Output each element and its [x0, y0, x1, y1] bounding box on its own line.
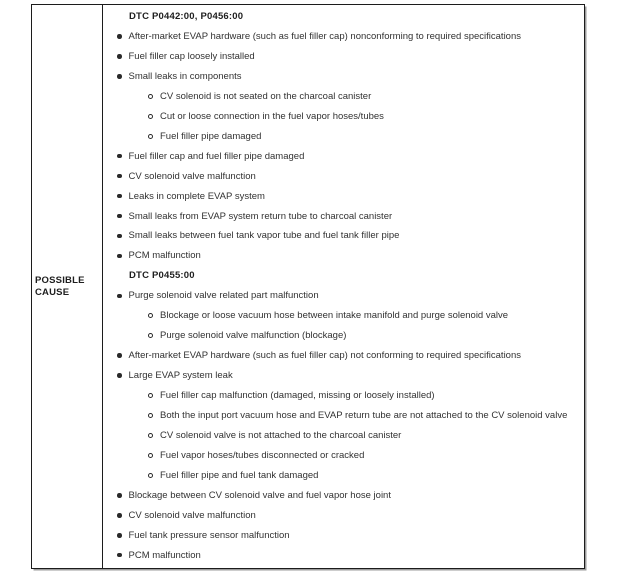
- cause-item: [103, 450, 580, 461]
- bullet-icon: [117, 54, 122, 59]
- dtc-heading: DTC P0455:00: [129, 270, 195, 282]
- cause-text: Fuel tank pressure sensor malfunction: [128, 529, 290, 541]
- circle-icon: [148, 94, 153, 99]
- cause-item: [103, 490, 580, 501]
- cause-item: [103, 510, 580, 521]
- cause-text: CV solenoid is not seated on the charcoal canister: [160, 90, 372, 102]
- cause-text: Blockage or loose vacuum hose between intake manifold and purge solenoid valve: [160, 310, 509, 322]
- circle-icon: [148, 453, 153, 458]
- bullet-icon: [117, 174, 122, 179]
- possible-cause-table: [31, 4, 585, 569]
- cause-item: [103, 71, 580, 82]
- dtc-heading: DTC P0442:00, P0456:00: [129, 11, 244, 22]
- bullet-icon: [117, 214, 122, 219]
- circle-icon: [148, 393, 153, 398]
- cause-text: Purge solenoid valve related part malfunction: [128, 290, 319, 302]
- cause-item: [103, 230, 580, 241]
- cause-item: [103, 550, 580, 561]
- cause-text: Fuel vapor hoses/tubes disconnected or cracked: [160, 449, 365, 461]
- circle-icon: [148, 413, 153, 418]
- cause-item: [103, 171, 580, 182]
- cause-item: [103, 211, 580, 222]
- cause-text: Small leaks in components: [128, 70, 242, 82]
- circle-icon: [148, 313, 153, 318]
- cause-text: Fuel filler cap loosely installed: [128, 50, 255, 62]
- cause-text: Purge solenoid valve malfunction (blockage): [160, 330, 347, 342]
- bullet-icon: [117, 194, 122, 199]
- cause-item: [103, 310, 580, 321]
- cause-item: [103, 31, 580, 42]
- cause-item: [103, 91, 580, 102]
- bullet-icon: [117, 254, 122, 259]
- cause-item: [103, 410, 580, 421]
- bullet-icon: [117, 373, 122, 378]
- cause-item: [103, 330, 580, 341]
- cause-list-cell: [103, 5, 584, 568]
- circle-icon: [148, 134, 153, 139]
- cause-text: Leaks in complete EVAP system: [128, 190, 265, 202]
- cause-item: [103, 250, 580, 261]
- row-header-possible-cause: POSSIBLE CAUSE: [35, 274, 85, 298]
- bullet-icon: [117, 34, 122, 39]
- cause-text: After-market EVAP hardware (such as fuel filler cap) not conforming to required specifications: [128, 350, 521, 362]
- cause-item: [103, 131, 580, 142]
- circle-icon: [148, 114, 153, 119]
- cause-item: [103, 430, 580, 441]
- cause-text: CV solenoid valve malfunction: [128, 509, 256, 521]
- cause-item: [103, 191, 580, 202]
- cause-item: [103, 370, 580, 381]
- cause-text: Fuel filler pipe damaged: [160, 130, 262, 142]
- cause-text: Fuel filler pipe and fuel tank damaged: [160, 469, 319, 481]
- cause-text: PCM malfunction: [128, 250, 201, 262]
- cause-item: [103, 151, 580, 162]
- bullet-icon: [117, 353, 122, 358]
- cause-item: [103, 470, 580, 481]
- circle-icon: [148, 333, 153, 338]
- cause-text: Fuel filler cap and fuel filler pipe damaged: [128, 150, 305, 162]
- cause-text: PCM malfunction: [128, 549, 201, 561]
- bullet-icon: [117, 74, 122, 79]
- bullet-icon: [117, 234, 122, 239]
- cause-text: CV solenoid valve is not attached to the charcoal canister: [160, 430, 402, 442]
- bullet-icon: [117, 533, 122, 538]
- bullet-icon: [117, 294, 122, 299]
- circle-icon: [148, 473, 153, 478]
- cause-item: [103, 290, 580, 301]
- cause-text: Small leaks from EVAP system return tube to charcoal canister: [128, 210, 393, 222]
- cause-text: CV solenoid valve malfunction: [128, 170, 256, 182]
- cause-text: Large EVAP system leak: [128, 370, 233, 382]
- bullet-icon: [117, 553, 122, 558]
- bullet-icon: [117, 493, 122, 498]
- cause-item: [103, 350, 580, 361]
- cause-text: After-market EVAP hardware (such as fuel filler cap) nonconforming to required specifications: [128, 30, 521, 42]
- possible-cause-label-cell: [32, 5, 103, 568]
- cause-item: [103, 111, 580, 122]
- cause-text: Small leaks between fuel tank vapor tube and fuel tank filler pipe: [128, 230, 400, 242]
- cause-text: Both the input port vacuum hose and EVAP return tube are not attached to the CV solenoid valve: [160, 410, 568, 422]
- cause-item: [103, 51, 580, 62]
- bullet-icon: [117, 513, 122, 518]
- cause-text: Fuel filler cap malfunction (damaged, missing or loosely installed): [160, 390, 435, 402]
- cause-text: Cut or loose connection in the fuel vapor hoses/tubes: [160, 110, 384, 122]
- cause-text: Blockage between CV solenoid valve and fuel vapor hose joint: [128, 489, 391, 501]
- cause-item: [103, 530, 580, 541]
- cause-item: [103, 390, 580, 401]
- circle-icon: [148, 433, 153, 438]
- bullet-icon: [117, 154, 122, 159]
